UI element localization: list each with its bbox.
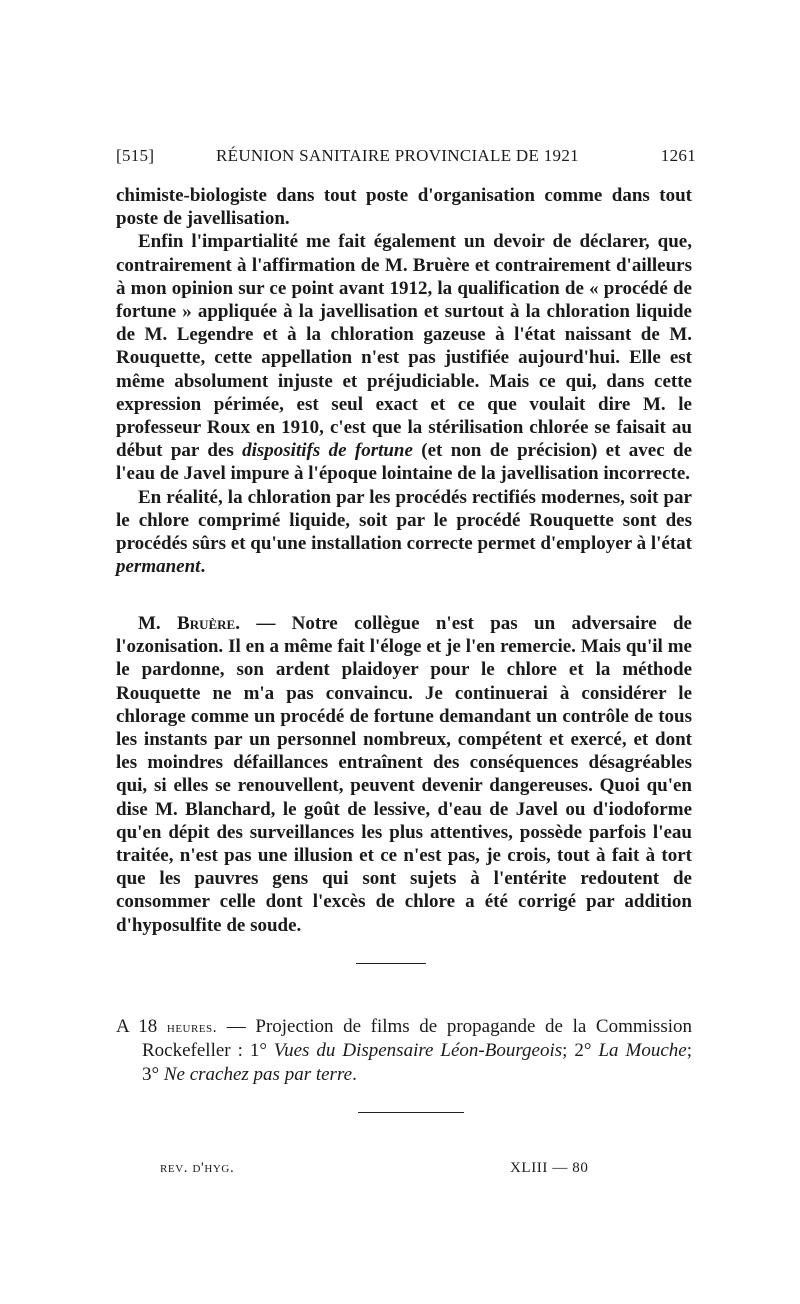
time-label: A 18 — [116, 1016, 167, 1037]
paragraph-bruere-text: — Notre collègue n'est pas un adversaire de l'ozonisation. Il en a même fait l'éloge et je l'en remercie. Mais qu'il me le pardonne, son ardent plaidoyer pour le chlore et la méthode Rouquette ne m'a pas convaincu. Je continuerai à considérer le chlorage comme un procédé de fortune demandant un contrôle de tous les instants par un personnel nombreux, compétent et exercé, et dont les moindres défaillances entraînent des conséquences désagréables qui, si elles se renouvellent, peuvent devenir dangereuses. Quoi qu'en dise M. Blanchard, le goût de lessive, d'eau de Javel ou d'iodoforme qu'en dépit des surveillances les plus attentives, possède parfois l'eau traitée, n'est pas une illusion et ce n'est pas, je crois, tout à fait à tort que les pauvres gens qui sont sujets à l'entérite redoutent de consommer celle dont l'excès de chlore a été corrigé par addition d'hyposulfite de soude. — [116, 613, 692, 936]
program-text-a: — Projection de films de propagande de la Commission Rockefeller : 1° — [142, 1016, 692, 1062]
paragraph-impartiality — [116, 230, 692, 485]
speaker-name: M. Bruère. — [138, 613, 240, 634]
page-number: 1261 — [660, 146, 696, 165]
paragraph-reality — [116, 486, 692, 579]
program-note-paragraph — [116, 1015, 692, 1086]
running-title: RÉUNION SANITAIRE PROVINCIALE DE 1921 — [216, 146, 579, 165]
footer-volume: XLIII — 80 — [510, 1160, 589, 1176]
paragraph-impartiality-text-b: (et non de précision) et avec de l'eau de Javel impure à l'époque lointaine de la javellisation incorrecte. — [116, 440, 693, 485]
program-text-d: . — [352, 1063, 357, 1085]
film-title-3: Ne crachez pas par terre — [163, 1063, 353, 1085]
footer-journal: rev. d'hyg. — [160, 1160, 235, 1176]
page-ref: [515] — [116, 146, 155, 165]
paragraph-reality-text-a: En réalité, la chloration par les procédés rectifiés modernes, soit par le chlore comprimé liquide, soit par le procédé Rouquette sont des procédés sûrs et qu'une installation correcte permet d'employer à l'état — [116, 486, 692, 555]
film-title-1: Vues du Dispensaire Léon-Bourgeois — [273, 1040, 563, 1062]
paragraph-bruere — [116, 612, 692, 937]
discussion-block-2 — [116, 612, 692, 937]
program-note — [116, 1015, 692, 1086]
section-divider-bottom — [358, 1112, 464, 1113]
emphasis-permanent: permanent — [116, 556, 201, 578]
emphasis-dispositifs: dispositifs de fortune — [242, 440, 413, 462]
running-head — [116, 146, 696, 172]
discussion-block-1 — [116, 184, 692, 578]
time-label-hours: heures. — [166, 1019, 218, 1036]
program-text-b: ; 2° — [562, 1040, 599, 1062]
program-text-c: ; 3° — [142, 1040, 692, 1085]
section-divider — [356, 963, 426, 964]
paragraph-continuation: chimiste-biologiste dans tout poste d'organisation comme dans tout poste de javellisation. — [116, 185, 692, 230]
paragraph-reality-text-b: . — [200, 556, 206, 578]
film-title-2: La Mouche — [598, 1040, 687, 1062]
paragraph-impartiality-text-a: Enfin l'impartialité me fait également un devoir de déclarer, que, contrairement à l'affirmation de M. Bruère et contrairement d'ailleurs à mon opinion sur ce point avant 1912, la qualification de « procédé de fortune » appliquée à la javellisation et surtout à la chloration liquide de M. Legendre et à la chloration gazeuse à l'état naissant de M. Rouquette, cette appellation n'est pas justifiée aujourd'hui. Elle est même absolument injuste et préjudiciable. Mais ce qui, dans cette expression périmée, est seul exact et ce que voulait dire M. le professeur Roux en 1910, c'est que la stérilisation chlorée se faisait au début par des — [116, 231, 692, 462]
